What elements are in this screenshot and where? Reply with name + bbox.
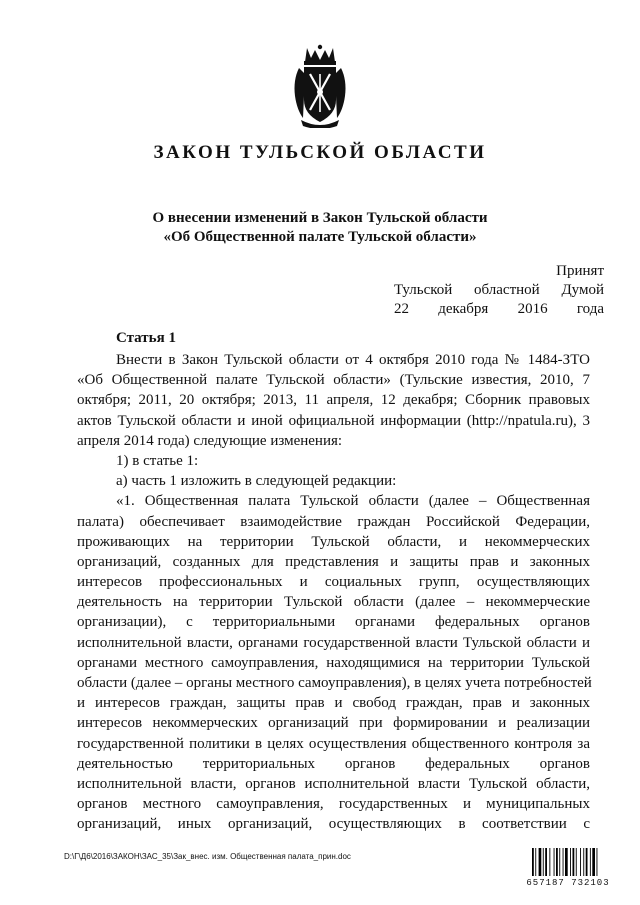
barcode-bar — [583, 848, 584, 876]
adoption-word: Думой — [561, 282, 604, 298]
adoption-month: декабря — [438, 301, 489, 317]
adoption-word: Тульской — [394, 282, 453, 298]
barcode-number: 657187 732103 — [526, 878, 610, 888]
article-line: организаций, иных организаций, осуществляющих в соответствии с — [77, 816, 590, 833]
law-title: ЗАКОН ТУЛЬСКОЙ ОБЛАСТИ — [153, 142, 487, 163]
article-line: интересов профессиональных и социальных групп, осуществляющих — [77, 574, 590, 591]
adoption-year: 2016 — [517, 301, 548, 317]
barcode-bar — [545, 848, 547, 876]
adoption-label: Принят — [556, 263, 604, 279]
article-line: «Об Общественной палате Тульской области» (Тульские известия, 2010, 7 — [77, 372, 590, 389]
subtitle-line: О внесении изменений в Закон Тульской области — [152, 210, 488, 226]
adoption-body — [394, 281, 604, 300]
barcode-icon — [532, 848, 604, 876]
barcode-bar — [565, 848, 568, 876]
article-line: государственной политики в целях осуществления общественного контроля за — [77, 735, 590, 752]
article-line: палата) обеспечивает взаимодействие граждан Российской Федерации, — [77, 513, 590, 530]
article-line: и интересов граждан, защиты прав и свобод граждан, прав и законных — [77, 695, 590, 712]
barcode-bar — [532, 848, 534, 876]
adoption-word: областной — [474, 282, 540, 298]
barcode-bar — [539, 848, 542, 876]
barcode-bar — [535, 848, 536, 876]
law-subtitle — [60, 209, 580, 247]
barcode-bar — [576, 848, 577, 876]
article-line: области (далее – органы местного самоуправления), в целях учета потребностей — [77, 675, 592, 691]
barcode-bar — [556, 848, 558, 876]
barcode-bar — [563, 848, 564, 876]
adoption-day: 22 — [394, 301, 409, 317]
article-line: деятельностью территориальных органов федеральных органов — [77, 755, 590, 772]
article-line: деятельность на территории Тульской области (далее – некоммерческие — [77, 594, 590, 611]
barcode-bar — [590, 848, 591, 876]
barcode-bar — [549, 848, 550, 876]
adoption-block — [394, 262, 604, 319]
article-heading: Статья 1 — [116, 330, 176, 346]
article-line: организаций, созданных для представления и защиты прав и законных — [77, 553, 590, 570]
article-line: Внести в Закон Тульской области от 4 октября 2010 года № 1484-ЗТО — [116, 352, 590, 368]
adoption-year-word: года — [576, 301, 604, 317]
barcode-bar — [554, 848, 555, 876]
article-line: а) часть 1 изложить в следующей редакции: — [116, 473, 397, 490]
barcode-bar — [592, 848, 595, 876]
article-line: «1. Общественная палата Тульской области (далее – Общественная — [116, 493, 590, 510]
coat-of-arms-icon — [291, 44, 349, 128]
barcode-bar — [559, 848, 560, 876]
article-line: апреля 2014 года) следующие изменения: — [77, 432, 343, 449]
article-line: организации), с территориальными органами федеральных органов — [77, 614, 590, 631]
article-line: октября; 2011, 20 октября; 2013, 11 апреля, 12 декабря; Сборник правовых — [77, 392, 590, 409]
file-path: D:\Г\Д6\2016\ЗАКОН\ЗАС_35\Зак_внес. изм. Общественная палата_прин.doc — [64, 852, 351, 861]
article-line: интересов некоммерческих организаций при формировании и реализации — [77, 715, 590, 732]
barcode-bar — [586, 848, 588, 876]
article-line: исполнительной власти, органами государственной власти Тульской области и — [77, 634, 590, 651]
article-line: 1) в статье 1: — [116, 452, 199, 469]
barcode-bar — [570, 848, 571, 876]
subtitle-line: «Об Общественной палате Тульской области» — [163, 229, 477, 245]
barcode-bar — [580, 848, 581, 876]
article-body — [77, 350, 590, 835]
barcode-bar — [543, 848, 544, 876]
article-line: проживающих на территории Тульской области, и некоммерческих — [77, 533, 590, 550]
adoption-date — [394, 300, 604, 319]
article-line: органами местного самоуправления, находящимися на территории Тульской — [77, 654, 590, 671]
article-line: органов местного самоуправления, государственных и муниципальных — [77, 796, 590, 813]
article-line: исполнительной власти, органов исполнительной власти Тульской области, — [77, 775, 590, 792]
barcode-bar — [597, 848, 598, 876]
article-line: актов Тульской области и иной официальной информации (http://npatula.ru), 3 — [77, 412, 590, 429]
barcode-bar — [573, 848, 575, 876]
